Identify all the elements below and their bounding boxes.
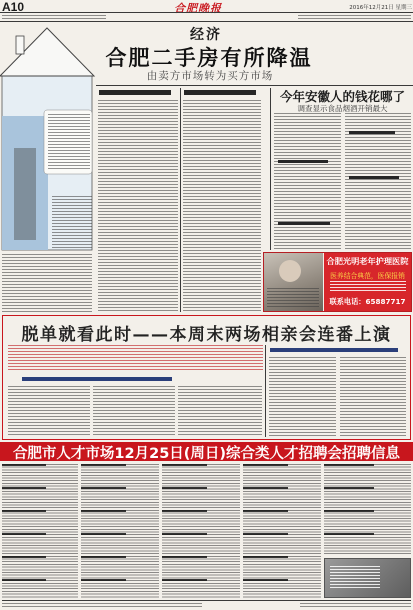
side-story-subheadline: 调查显示食品烟酒开销最大 (297, 104, 388, 113)
left-article-title (99, 90, 171, 95)
header-info-left (2, 15, 106, 19)
footer-info-left (2, 603, 202, 607)
feature-subhead-left (22, 377, 172, 381)
feature-headline: 脱单就看此时——本周末两场相亲会连番上演 (21, 325, 392, 345)
side-story-headline: 今年安徽人的钱花哪了 (279, 89, 405, 104)
feature-body-col-5 (340, 357, 406, 437)
side-story-body-left (274, 113, 341, 250)
footer-rule (2, 600, 411, 601)
illustration-caption-lower (52, 196, 92, 248)
middle-article-title (184, 90, 256, 95)
side-story-subhead (278, 160, 328, 163)
lead-rule (96, 85, 413, 86)
section-title: 经济 (190, 27, 222, 43)
footer-info-right (300, 603, 411, 607)
illustration-caption-upper (48, 114, 90, 170)
feature-body-col-4 (269, 357, 336, 437)
ad-slogan: 医养结合典范，医保报销 (330, 272, 405, 280)
masthead-logo: 合肥晚报 (174, 3, 222, 15)
header-rule (0, 21, 413, 22)
side-story-subhead (349, 131, 395, 134)
middle-article-body (183, 100, 261, 312)
left-article-body (98, 100, 178, 312)
jobs-banner: 合肥市人才市场12月25日(周日)综合类人才招聘会招聘信息 (0, 442, 413, 461)
side-story-subhead (349, 176, 399, 179)
column-rule-1 (180, 88, 181, 312)
feature-subhead-right (270, 348, 398, 352)
header-info-right (298, 15, 411, 19)
header-rule-thin (0, 12, 413, 13)
jobs-column-2 (81, 464, 159, 598)
lead-subheadline: 由卖方市场转为买方市场 (146, 70, 274, 82)
issue-date: 2016年12月21日 星期三 (349, 5, 412, 11)
left-column-text (2, 254, 92, 312)
column-rule-2 (270, 88, 271, 250)
jobs-ad-caption (330, 566, 380, 590)
ad-frame (263, 252, 412, 312)
jobs-column-3 (162, 464, 240, 598)
jobs-column-4 (243, 464, 321, 598)
ad-hospital-name: 合肥光明老年护理医院 (326, 256, 409, 266)
feature-intro (8, 345, 263, 372)
feature-body-col-2 (93, 386, 175, 436)
jobs-column-5 (324, 464, 411, 556)
jobs-column-1 (2, 464, 78, 598)
lead-headline: 合肥二手房有所降温 (105, 46, 313, 70)
page-number: A10 (2, 0, 25, 14)
feature-body-col-3 (178, 386, 262, 436)
feature-column-rule (265, 345, 266, 437)
ad-phone: 联系电话：65887717 (329, 297, 406, 306)
side-story-subhead (278, 222, 330, 225)
feature-body-col-1 (8, 386, 90, 436)
